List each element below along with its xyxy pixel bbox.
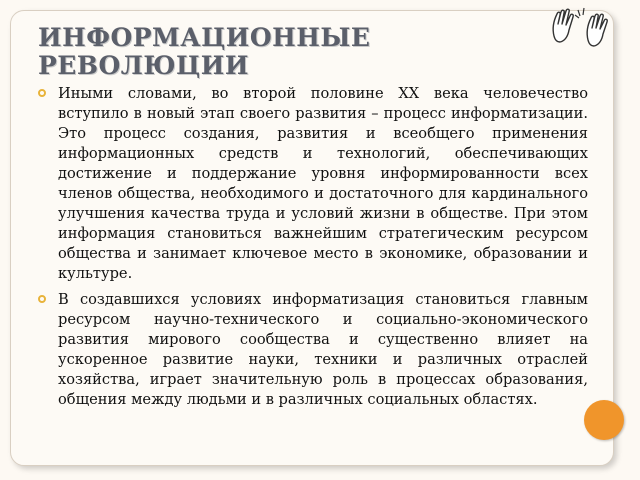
bullet-list — [38, 84, 588, 416]
accent-circle — [584, 400, 624, 440]
bullet-text: В создавшихся условиях информатизация становиться главным ресурсом научно-технического и социально-экономического развития мирового сообщества и существенно влияет на ускоренное развитие науки, техники и различных отраслей хозяйства, играет значительную роль в процессах образования, общения между людьми и в различных социальных областях. — [58, 291, 588, 408]
ring-bullet-icon — [38, 295, 46, 303]
slide-title: ИНФОРМАЦИОННЫЕ РЕВОЛЮЦИИ — [38, 23, 371, 80]
ring-bullet-icon — [38, 89, 46, 97]
waving-hands-icon — [548, 6, 612, 52]
list-item — [38, 84, 588, 284]
bullet-text: Иными словами, во второй половине XX века человечество вступило в новый этап своего развития – процесс информатизации. Это процесс создания, развития и всеобщего применения информационных средств и технологий, обеспечивающих достижение и поддержание уровня информированности всех членов общества, необходимого и достаточного для кардинального улучшения качества труда и условий жизни в обществе. При этом информация становиться важнейшим стратегическим ресурсом общества и занимает ключевое место в экономике, образовании и культуре. — [58, 85, 588, 282]
list-item — [38, 290, 588, 410]
